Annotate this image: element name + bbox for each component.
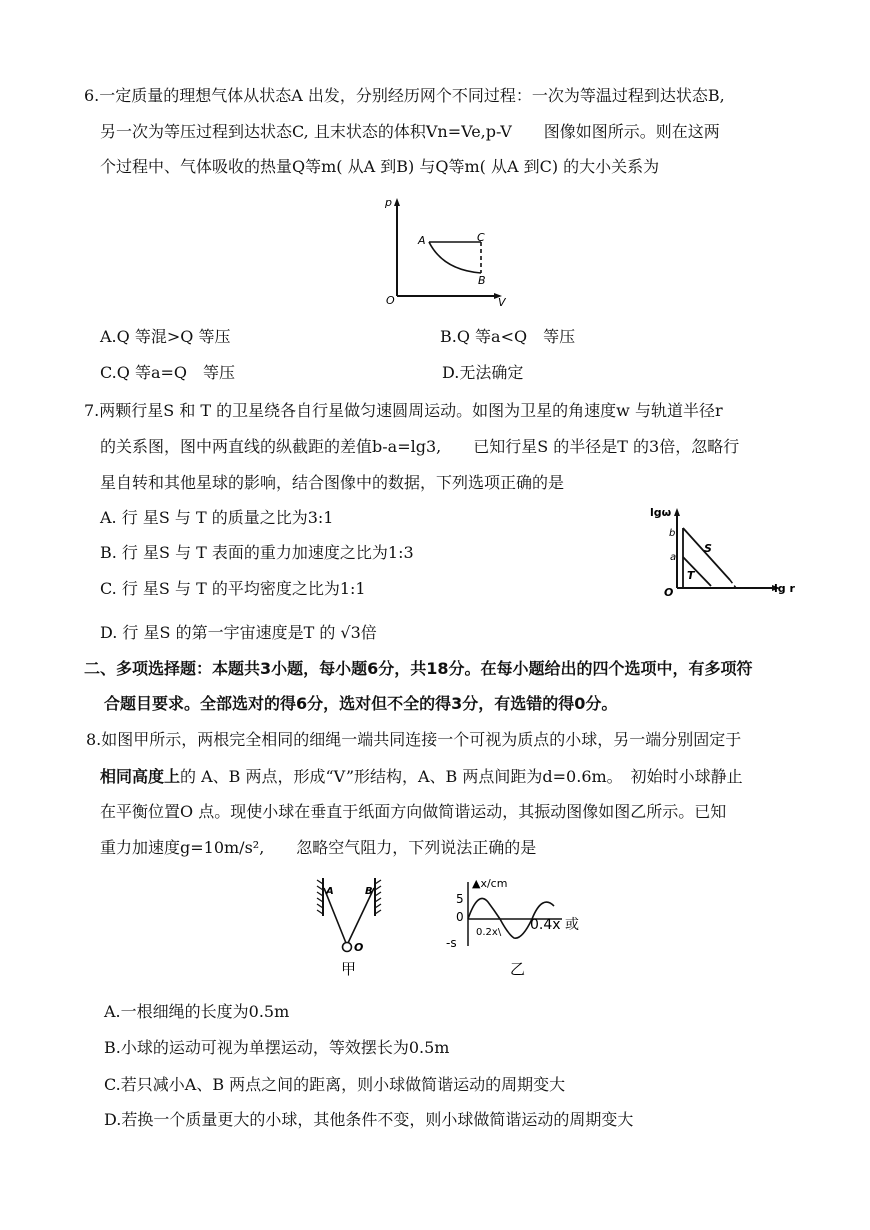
q8-figure-jia <box>310 872 390 982</box>
lgr-axis-label: lg r <box>774 582 795 595</box>
q8-line-1: 8.如图甲所示，两根完全相同的细绳一端共同连接一个可视为质点的小球，另一端分别固定于 <box>86 730 742 749</box>
q7-lgw-lgr-diagram <box>650 502 800 602</box>
q6-option-a: A.Q 等混>Q 等压 <box>100 327 231 346</box>
figure-yi-caption: 乙 <box>510 960 526 978</box>
point-o-label: O <box>354 941 364 954</box>
yi-y-axis-label: ▲x/cm <box>472 877 508 890</box>
q6-line-2: 另一次为等压过程到达状态C, 且末状态的体积Vn=Ve,p-V 图像如图所示。则在这两 <box>100 122 720 141</box>
q7-line-2: 的关系图，图中两直线的纵截距的差值b-a=lg3, 已知行星S 的半径是T 的3倍，忽略行 <box>100 437 740 456</box>
q6-pv-diagram <box>380 192 510 312</box>
lgw-origin-label: O <box>664 586 674 599</box>
q8-line-2-rest: 的 A、B 两点，形成“V”形结构，A、B 两点间距为d=0.6m。 初始时小球静止 <box>180 767 743 786</box>
line-t-label: T <box>687 569 695 582</box>
line-s-label: S <box>704 542 712 555</box>
point-b-label: B <box>365 886 373 897</box>
section2-heading-line-2: 合题目要求。全部选对的得6分，选对但不全的得3分，有选错的得0分。 <box>104 694 618 713</box>
q8-option-c: C.若只减小A、B 两点之间的距离，则小球做简谐运动的周期变大 <box>104 1075 566 1094</box>
yi-yneg-label: -s <box>446 936 457 950</box>
point-a-label: A <box>326 886 334 897</box>
q8-emphasis: 相同高度上 <box>100 767 181 786</box>
q6-option-b: B.Q 等a<Q 等压 <box>440 327 576 346</box>
yi-t1-label: 0.2x\ <box>476 927 502 938</box>
yi-y5-label: 5 <box>456 892 464 906</box>
pv-origin-label: O <box>386 294 395 307</box>
q8-line-4: 重力加速度g=10m/s², 忽略空气阻力，下列说法正确的是 <box>100 838 537 857</box>
yi-y0-label: 0 <box>456 910 464 924</box>
q7-option-a: A. 行 星S 与 T 的质量之比为3:1 <box>100 508 334 527</box>
pv-a-label: A <box>418 234 426 247</box>
q6-line-1: 6.一定质量的理想气体从状态A 出发，分别经历网个不同过程：一次为等温过程到达状态B, <box>84 86 725 105</box>
q7-option-b: B. 行 星S 与 T 表面的重力加速度之比为1:3 <box>100 543 414 562</box>
q7-line-1: 7.两颗行星S 和 T 的卫星绕各自行星做匀速圆周运动。如图为卫星的角速度w 与轨道半径r <box>84 401 723 420</box>
q6-option-d: D.无法确定 <box>442 363 524 382</box>
q8-option-b: B.小球的运动可视为单摆运动，等效摆长为0.5m <box>104 1038 450 1057</box>
q7-option-c: C. 行 星S 与 T 的平均密度之比为1:1 <box>100 579 366 598</box>
q8-line-2 <box>100 767 743 787</box>
intercept-b-label: b <box>669 528 676 539</box>
pv-p-label: p <box>385 196 392 209</box>
yi-t2-label: 0.4x 或 <box>530 917 579 933</box>
q8-line-3: 在平衡位置O 点。现使小球在垂直于纸面方向做简谐运动，其振动图像如图乙所示。已知 <box>100 802 727 821</box>
q6-option-c: C.Q 等a=Q 等压 <box>100 363 236 382</box>
figure-jia-caption: 甲 <box>341 960 357 978</box>
lgw-axis-label: lgω <box>650 506 672 519</box>
section2-heading-line-1: 二、多项选择题：本题共3小题，每小题6分，共18分。在每小题给出的四个选项中，有多项符 <box>84 659 753 678</box>
q8-figure-yi <box>442 872 592 982</box>
q7-option-d: D. 行 星S 的第一宇宙速度是T 的 √3倍 <box>100 623 377 642</box>
pv-v-label: V <box>498 296 506 309</box>
q6-line-3: 个过程中、气体吸收的热量Q等m( 从A 到B) 与Q等m( 从A 到C) 的大小关系为 <box>100 157 660 176</box>
pv-b-label: B <box>478 274 486 287</box>
q8-option-d: D.若换一个质量更大的小球，其他条件不变，则小球做简谐运动的周期变大 <box>104 1110 634 1129</box>
pv-c-label: C <box>477 231 485 244</box>
q7-line-3: 星自转和其他星球的影响，结合图像中的数据，下列选项正确的是 <box>100 473 565 492</box>
q8-option-a: A.一根细绳的长度为0.5m <box>104 1002 290 1021</box>
intercept-a-label: a <box>670 552 677 563</box>
